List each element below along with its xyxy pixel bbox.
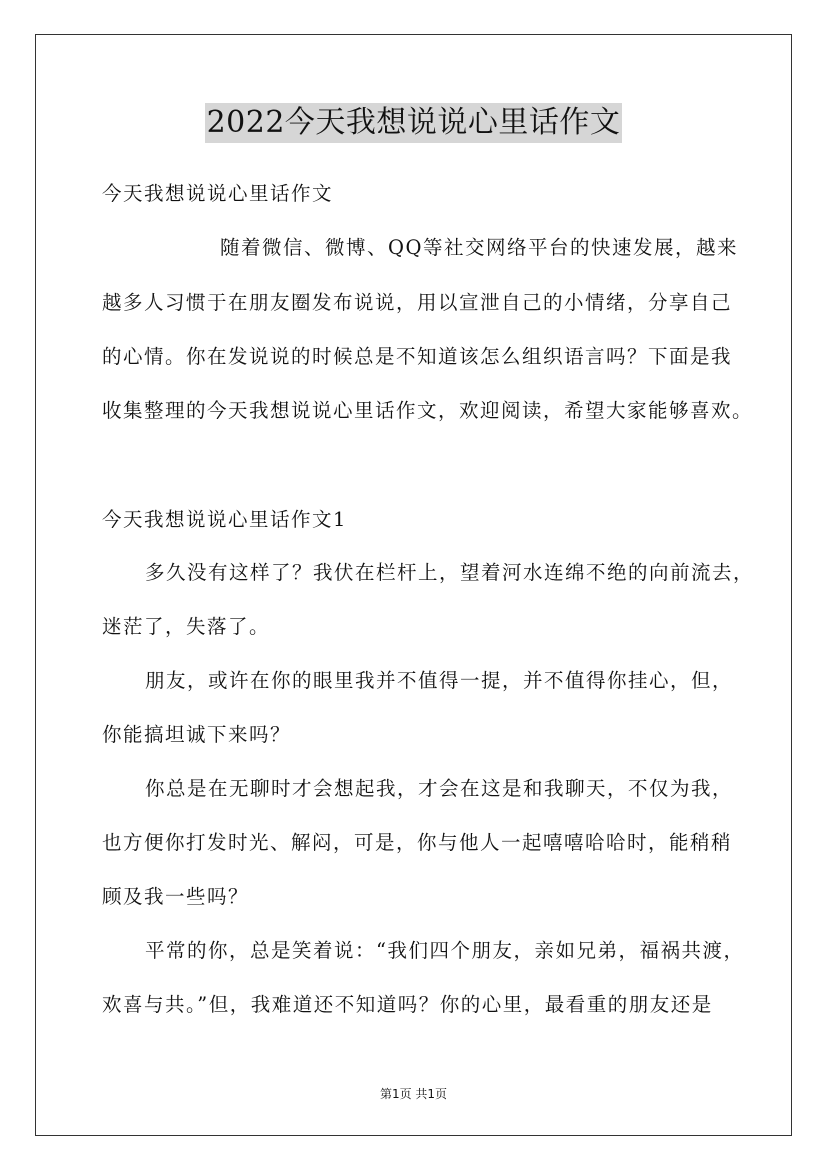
intro-line: 收集整理的今天我想说说心里话作文，欢迎阅读，希望大家能够喜欢。 [102, 399, 754, 422]
body-line: 欢喜与共。”但，我难道还不知道吗？你的心里，最看重的朋友还是 [102, 993, 713, 1016]
document-title-wrapper [0, 103, 827, 143]
body-line: 迷茫了，失落了。 [102, 615, 271, 638]
body-line: 多久没有这样了？我伏在栏杆上，望着河水连绵不绝的向前流去， [145, 561, 755, 584]
document-title: 2022今天我想说说心里话作文 [205, 103, 623, 143]
intro-line: 随着微信、微博、QQ等社交网络平台的快速发展，越来 [220, 236, 738, 259]
body-line: 顾及我一些吗？ [102, 885, 250, 908]
intro-line: 越多人习惯于在朋友圈发布说说，用以宣泄自己的小情绪，分享自己 [102, 291, 733, 314]
intro-line: 的心情。你在发说说的时候总是不知道该怎么组织语言吗？下面是我 [102, 345, 733, 368]
section-heading: 今天我想说说心里话作文1 [102, 508, 347, 531]
page-footer: 第1页 共1页 [379, 1087, 448, 1101]
body-line: 你总是在无聊时才会想起我，才会在这是和我聊天，不仅为我， [145, 777, 734, 800]
body-line: 也方便你打发时光、解闷，可是，你与他人一起嘻嘻哈哈时，能稍稍 [102, 831, 733, 854]
subtitle: 今天我想说说心里话作文 [102, 182, 334, 205]
body-line: 你能搞坦诚下来吗？ [102, 723, 292, 746]
body-line: 朋友，或许在你的眼里我并不值得一提，并不值得你挂心，但， [145, 669, 734, 692]
body-line: 平常的你，总是笑着说：“我们四个朋友，亲如兄弟，福祸共渡， [145, 939, 745, 962]
